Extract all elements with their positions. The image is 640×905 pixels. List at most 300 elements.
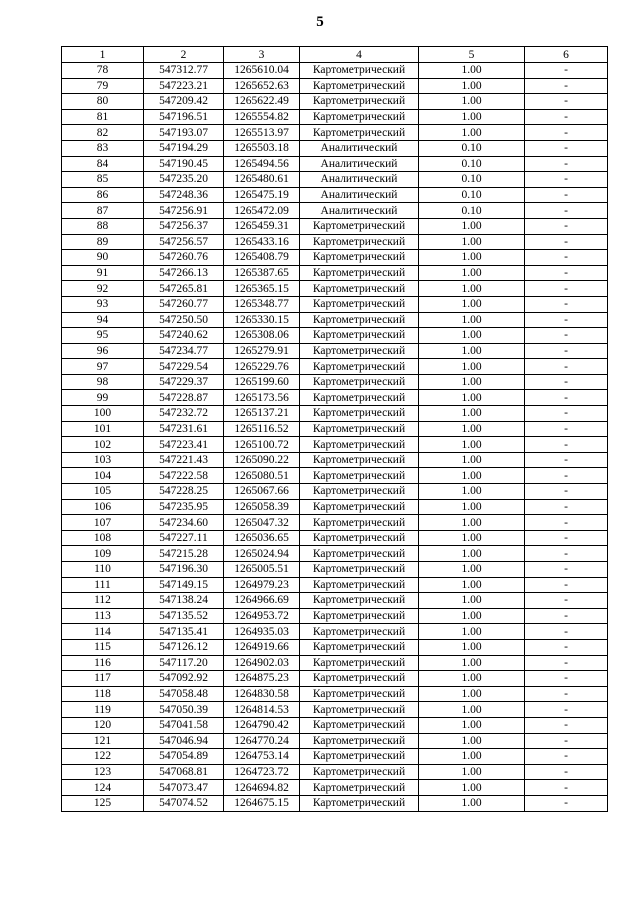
column-header-1: 1: [62, 47, 144, 63]
y-coordinate-cell: 1264919.66: [224, 639, 300, 655]
table-row: [62, 343, 608, 359]
method-cell: Картометрический: [300, 733, 419, 749]
point-number-cell: 106: [62, 499, 144, 515]
y-coordinate-cell: 1265513.97: [224, 125, 300, 141]
point-number-cell: 111: [62, 577, 144, 593]
note-cell: -: [525, 655, 608, 671]
note-cell: -: [525, 312, 608, 328]
note-cell: -: [525, 265, 608, 281]
method-cell: Картометрический: [300, 359, 419, 375]
y-coordinate-cell: 1265090.22: [224, 452, 300, 468]
y-coordinate-cell: 1265554.82: [224, 109, 300, 125]
accuracy-cell: 1.00: [419, 343, 525, 359]
method-cell: Картометрический: [300, 795, 419, 811]
point-number-cell: 124: [62, 780, 144, 796]
method-cell: Аналитический: [300, 140, 419, 156]
method-cell: Аналитический: [300, 156, 419, 172]
point-number-cell: 78: [62, 63, 144, 79]
x-coordinate-cell: 547234.77: [144, 343, 224, 359]
x-coordinate-cell: 547223.21: [144, 78, 224, 94]
table-row: [62, 234, 608, 250]
column-header-3: 3: [224, 47, 300, 63]
note-cell: -: [525, 717, 608, 733]
point-number-cell: 95: [62, 328, 144, 344]
y-coordinate-cell: 1265199.60: [224, 374, 300, 390]
table-row: [62, 608, 608, 624]
x-coordinate-cell: 547223.41: [144, 437, 224, 453]
y-coordinate-cell: 1265173.56: [224, 390, 300, 406]
x-coordinate-cell: 547190.45: [144, 156, 224, 172]
note-cell: -: [525, 733, 608, 749]
y-coordinate-cell: 1265279.91: [224, 343, 300, 359]
point-number-cell: 83: [62, 140, 144, 156]
note-cell: -: [525, 140, 608, 156]
y-coordinate-cell: 1264966.69: [224, 593, 300, 609]
table-row: [62, 686, 608, 702]
point-number-cell: 104: [62, 468, 144, 484]
x-coordinate-cell: 547256.57: [144, 234, 224, 250]
y-coordinate-cell: 1265494.56: [224, 156, 300, 172]
y-coordinate-cell: 1264935.03: [224, 624, 300, 640]
x-coordinate-cell: 547234.60: [144, 515, 224, 531]
method-cell: Аналитический: [300, 172, 419, 188]
note-cell: -: [525, 452, 608, 468]
x-coordinate-cell: 547227.11: [144, 530, 224, 546]
x-coordinate-cell: 547215.28: [144, 546, 224, 562]
note-cell: -: [525, 125, 608, 141]
note-cell: -: [525, 624, 608, 640]
table-row: [62, 795, 608, 811]
y-coordinate-cell: 1265137.21: [224, 406, 300, 422]
table-row: [62, 296, 608, 312]
method-cell: Картометрический: [300, 608, 419, 624]
method-cell: Картометрический: [300, 63, 419, 79]
point-number-cell: 82: [62, 125, 144, 141]
accuracy-cell: 1.00: [419, 63, 525, 79]
point-number-cell: 98: [62, 374, 144, 390]
table-row: [62, 530, 608, 546]
accuracy-cell: 0.10: [419, 140, 525, 156]
x-coordinate-cell: 547196.30: [144, 562, 224, 578]
accuracy-cell: 1.00: [419, 265, 525, 281]
point-number-cell: 91: [62, 265, 144, 281]
y-coordinate-cell: 1264979.23: [224, 577, 300, 593]
point-number-cell: 92: [62, 281, 144, 297]
x-coordinate-cell: 547126.12: [144, 639, 224, 655]
x-coordinate-cell: 547092.92: [144, 671, 224, 687]
y-coordinate-cell: 1265047.32: [224, 515, 300, 531]
method-cell: Картометрический: [300, 562, 419, 578]
method-cell: Картометрический: [300, 546, 419, 562]
x-coordinate-cell: 547193.07: [144, 125, 224, 141]
accuracy-cell: 1.00: [419, 437, 525, 453]
point-number-cell: 119: [62, 702, 144, 718]
y-coordinate-cell: 1264790.42: [224, 717, 300, 733]
table-row: [62, 78, 608, 94]
point-number-cell: 96: [62, 343, 144, 359]
point-number-cell: 94: [62, 312, 144, 328]
accuracy-cell: 1.00: [419, 593, 525, 609]
accuracy-cell: 1.00: [419, 546, 525, 562]
note-cell: -: [525, 78, 608, 94]
point-number-cell: 107: [62, 515, 144, 531]
table-row: [62, 593, 608, 609]
x-coordinate-cell: 547117.20: [144, 655, 224, 671]
note-cell: -: [525, 499, 608, 515]
x-coordinate-cell: 547229.37: [144, 374, 224, 390]
accuracy-cell: 1.00: [419, 780, 525, 796]
method-cell: Картометрический: [300, 624, 419, 640]
table-row: [62, 203, 608, 219]
y-coordinate-cell: 1265116.52: [224, 421, 300, 437]
accuracy-cell: 1.00: [419, 296, 525, 312]
table-row: [62, 406, 608, 422]
accuracy-cell: 1.00: [419, 406, 525, 422]
point-number-cell: 84: [62, 156, 144, 172]
accuracy-cell: 0.10: [419, 172, 525, 188]
y-coordinate-cell: 1265080.51: [224, 468, 300, 484]
y-coordinate-cell: 1265652.63: [224, 78, 300, 94]
table-row: [62, 109, 608, 125]
table-row: [62, 172, 608, 188]
x-coordinate-cell: 547149.15: [144, 577, 224, 593]
table-row: [62, 452, 608, 468]
x-coordinate-cell: 547260.77: [144, 296, 224, 312]
x-coordinate-cell: 547058.48: [144, 686, 224, 702]
table-row: [62, 187, 608, 203]
x-coordinate-cell: 547196.51: [144, 109, 224, 125]
table-row: [62, 702, 608, 718]
x-coordinate-cell: 547041.58: [144, 717, 224, 733]
table-row: [62, 218, 608, 234]
y-coordinate-cell: 1264694.82: [224, 780, 300, 796]
method-cell: Картометрический: [300, 499, 419, 515]
column-header-4: 4: [300, 47, 419, 63]
x-coordinate-cell: 547050.39: [144, 702, 224, 718]
accuracy-cell: 0.10: [419, 203, 525, 219]
note-cell: -: [525, 343, 608, 359]
note-cell: -: [525, 218, 608, 234]
point-number-cell: 123: [62, 764, 144, 780]
note-cell: -: [525, 530, 608, 546]
method-cell: Картометрический: [300, 421, 419, 437]
x-coordinate-cell: 547135.52: [144, 608, 224, 624]
x-coordinate-cell: 547194.29: [144, 140, 224, 156]
method-cell: Картометрический: [300, 780, 419, 796]
table-row: [62, 639, 608, 655]
table-row: [62, 546, 608, 562]
note-cell: -: [525, 172, 608, 188]
method-cell: Картометрический: [300, 655, 419, 671]
table-row: [62, 437, 608, 453]
y-coordinate-cell: 1265067.66: [224, 484, 300, 500]
note-cell: -: [525, 374, 608, 390]
method-cell: Картометрический: [300, 639, 419, 655]
note-cell: -: [525, 515, 608, 531]
x-coordinate-cell: 547222.58: [144, 468, 224, 484]
note-cell: -: [525, 250, 608, 266]
table-row: [62, 655, 608, 671]
x-coordinate-cell: 547266.13: [144, 265, 224, 281]
accuracy-cell: 1.00: [419, 530, 525, 546]
y-coordinate-cell: 1264830.58: [224, 686, 300, 702]
note-cell: -: [525, 562, 608, 578]
accuracy-cell: 1.00: [419, 125, 525, 141]
note-cell: -: [525, 94, 608, 110]
method-cell: Картометрический: [300, 78, 419, 94]
method-cell: Картометрический: [300, 452, 419, 468]
method-cell: Картометрический: [300, 515, 419, 531]
accuracy-cell: 1.00: [419, 374, 525, 390]
table-row: [62, 468, 608, 484]
note-cell: -: [525, 203, 608, 219]
point-number-cell: 103: [62, 452, 144, 468]
x-coordinate-cell: 547260.76: [144, 250, 224, 266]
accuracy-cell: 1.00: [419, 328, 525, 344]
y-coordinate-cell: 1265480.61: [224, 172, 300, 188]
method-cell: Картометрический: [300, 109, 419, 125]
accuracy-cell: 1.00: [419, 764, 525, 780]
x-coordinate-cell: 547248.36: [144, 187, 224, 203]
note-cell: -: [525, 702, 608, 718]
y-coordinate-cell: 1265058.39: [224, 499, 300, 515]
y-coordinate-cell: 1264814.53: [224, 702, 300, 718]
x-coordinate-cell: 547054.89: [144, 749, 224, 765]
point-number-cell: 93: [62, 296, 144, 312]
method-cell: Картометрический: [300, 94, 419, 110]
x-coordinate-cell: 547074.52: [144, 795, 224, 811]
y-coordinate-cell: 1265472.09: [224, 203, 300, 219]
page-number: 5: [316, 14, 324, 30]
x-coordinate-cell: 547256.37: [144, 218, 224, 234]
y-coordinate-cell: 1265475.19: [224, 187, 300, 203]
coordinates-table: [61, 46, 608, 812]
accuracy-cell: 1.00: [419, 639, 525, 655]
point-number-cell: 105: [62, 484, 144, 500]
x-coordinate-cell: 547228.87: [144, 390, 224, 406]
y-coordinate-cell: 1264902.03: [224, 655, 300, 671]
method-cell: Картометрический: [300, 343, 419, 359]
note-cell: -: [525, 234, 608, 250]
table-row: [62, 780, 608, 796]
method-cell: Картометрический: [300, 686, 419, 702]
accuracy-cell: 1.00: [419, 94, 525, 110]
note-cell: -: [525, 671, 608, 687]
method-cell: Картометрический: [300, 593, 419, 609]
accuracy-cell: 1.00: [419, 702, 525, 718]
x-coordinate-cell: 547046.94: [144, 733, 224, 749]
table-row: [62, 140, 608, 156]
note-cell: -: [525, 468, 608, 484]
point-number-cell: 120: [62, 717, 144, 733]
table-row: [62, 328, 608, 344]
method-cell: Картометрический: [300, 671, 419, 687]
table-row: [62, 156, 608, 172]
note-cell: -: [525, 359, 608, 375]
point-number-cell: 89: [62, 234, 144, 250]
y-coordinate-cell: 1265005.51: [224, 562, 300, 578]
point-number-cell: 85: [62, 172, 144, 188]
x-coordinate-cell: 547231.61: [144, 421, 224, 437]
y-coordinate-cell: 1265348.77: [224, 296, 300, 312]
method-cell: Картометрический: [300, 577, 419, 593]
table-row: [62, 312, 608, 328]
accuracy-cell: 1.00: [419, 515, 525, 531]
accuracy-cell: 1.00: [419, 452, 525, 468]
note-cell: -: [525, 281, 608, 297]
note-cell: -: [525, 686, 608, 702]
accuracy-cell: 1.00: [419, 109, 525, 125]
method-cell: Картометрический: [300, 281, 419, 297]
method-cell: Картометрический: [300, 437, 419, 453]
y-coordinate-cell: 1265503.18: [224, 140, 300, 156]
y-coordinate-cell: 1265024.94: [224, 546, 300, 562]
note-cell: -: [525, 546, 608, 562]
table-row: [62, 624, 608, 640]
table-row: [62, 484, 608, 500]
point-number-cell: 80: [62, 94, 144, 110]
y-coordinate-cell: 1264953.72: [224, 608, 300, 624]
point-number-cell: 121: [62, 733, 144, 749]
table-body: [62, 63, 608, 812]
method-cell: Картометрический: [300, 328, 419, 344]
method-cell: Картометрический: [300, 390, 419, 406]
accuracy-cell: 1.00: [419, 671, 525, 687]
y-coordinate-cell: 1265459.31: [224, 218, 300, 234]
table-row: [62, 717, 608, 733]
table-row: [62, 577, 608, 593]
accuracy-cell: 1.00: [419, 717, 525, 733]
point-number-cell: 117: [62, 671, 144, 687]
point-number-cell: 122: [62, 749, 144, 765]
x-coordinate-cell: 547232.72: [144, 406, 224, 422]
note-cell: -: [525, 328, 608, 344]
accuracy-cell: 1.00: [419, 250, 525, 266]
accuracy-cell: 0.10: [419, 187, 525, 203]
point-number-cell: 118: [62, 686, 144, 702]
y-coordinate-cell: 1265229.76: [224, 359, 300, 375]
point-number-cell: 115: [62, 639, 144, 655]
accuracy-cell: 1.00: [419, 312, 525, 328]
method-cell: Картометрический: [300, 250, 419, 266]
note-cell: -: [525, 795, 608, 811]
x-coordinate-cell: 547265.81: [144, 281, 224, 297]
point-number-cell: 109: [62, 546, 144, 562]
point-number-cell: 114: [62, 624, 144, 640]
x-coordinate-cell: 547229.54: [144, 359, 224, 375]
accuracy-cell: 1.00: [419, 218, 525, 234]
y-coordinate-cell: 1265610.04: [224, 63, 300, 79]
point-number-cell: 90: [62, 250, 144, 266]
point-number-cell: 81: [62, 109, 144, 125]
note-cell: -: [525, 484, 608, 500]
note-cell: -: [525, 156, 608, 172]
method-cell: Картометрический: [300, 265, 419, 281]
accuracy-cell: 1.00: [419, 749, 525, 765]
note-cell: -: [525, 639, 608, 655]
table-row: [62, 250, 608, 266]
accuracy-cell: 1.00: [419, 484, 525, 500]
accuracy-cell: 1.00: [419, 562, 525, 578]
point-number-cell: 125: [62, 795, 144, 811]
accuracy-cell: 1.00: [419, 468, 525, 484]
note-cell: -: [525, 406, 608, 422]
y-coordinate-cell: 1264723.72: [224, 764, 300, 780]
point-number-cell: 99: [62, 390, 144, 406]
accuracy-cell: 1.00: [419, 608, 525, 624]
y-coordinate-cell: 1265100.72: [224, 437, 300, 453]
point-number-cell: 102: [62, 437, 144, 453]
note-cell: -: [525, 608, 608, 624]
note-cell: -: [525, 296, 608, 312]
note-cell: -: [525, 421, 608, 437]
point-number-cell: 101: [62, 421, 144, 437]
accuracy-cell: 1.00: [419, 733, 525, 749]
y-coordinate-cell: 1265387.65: [224, 265, 300, 281]
table-row: [62, 281, 608, 297]
x-coordinate-cell: 547235.20: [144, 172, 224, 188]
method-cell: Картометрический: [300, 296, 419, 312]
point-number-cell: 100: [62, 406, 144, 422]
table-row: [62, 499, 608, 515]
point-number-cell: 112: [62, 593, 144, 609]
table-row: [62, 764, 608, 780]
x-coordinate-cell: 547228.25: [144, 484, 224, 500]
accuracy-cell: 1.00: [419, 686, 525, 702]
note-cell: -: [525, 437, 608, 453]
x-coordinate-cell: 547135.41: [144, 624, 224, 640]
x-coordinate-cell: 547240.62: [144, 328, 224, 344]
accuracy-cell: 1.00: [419, 421, 525, 437]
accuracy-cell: 1.00: [419, 359, 525, 375]
accuracy-cell: 1.00: [419, 577, 525, 593]
method-cell: Картометрический: [300, 312, 419, 328]
note-cell: -: [525, 749, 608, 765]
method-cell: Картометрический: [300, 702, 419, 718]
table-row: [62, 265, 608, 281]
method-cell: Картометрический: [300, 125, 419, 141]
y-coordinate-cell: 1265330.15: [224, 312, 300, 328]
accuracy-cell: 0.10: [419, 156, 525, 172]
accuracy-cell: 1.00: [419, 499, 525, 515]
y-coordinate-cell: 1264675.15: [224, 795, 300, 811]
table-row: [62, 63, 608, 79]
method-cell: Аналитический: [300, 203, 419, 219]
note-cell: -: [525, 390, 608, 406]
method-cell: Картометрический: [300, 530, 419, 546]
table-row: [62, 749, 608, 765]
y-coordinate-cell: 1265622.49: [224, 94, 300, 110]
table-row: [62, 733, 608, 749]
note-cell: -: [525, 109, 608, 125]
y-coordinate-cell: 1264875.23: [224, 671, 300, 687]
table-row: [62, 671, 608, 687]
accuracy-cell: 1.00: [419, 78, 525, 94]
x-coordinate-cell: 547312.77: [144, 63, 224, 79]
accuracy-cell: 1.00: [419, 281, 525, 297]
method-cell: Картометрический: [300, 717, 419, 733]
point-number-cell: 108: [62, 530, 144, 546]
x-coordinate-cell: 547235.95: [144, 499, 224, 515]
column-header-5: 5: [419, 47, 525, 63]
method-cell: Аналитический: [300, 187, 419, 203]
table-row: [62, 515, 608, 531]
y-coordinate-cell: 1265365.15: [224, 281, 300, 297]
y-coordinate-cell: 1265308.06: [224, 328, 300, 344]
point-number-cell: 110: [62, 562, 144, 578]
accuracy-cell: 1.00: [419, 795, 525, 811]
y-coordinate-cell: 1264770.24: [224, 733, 300, 749]
